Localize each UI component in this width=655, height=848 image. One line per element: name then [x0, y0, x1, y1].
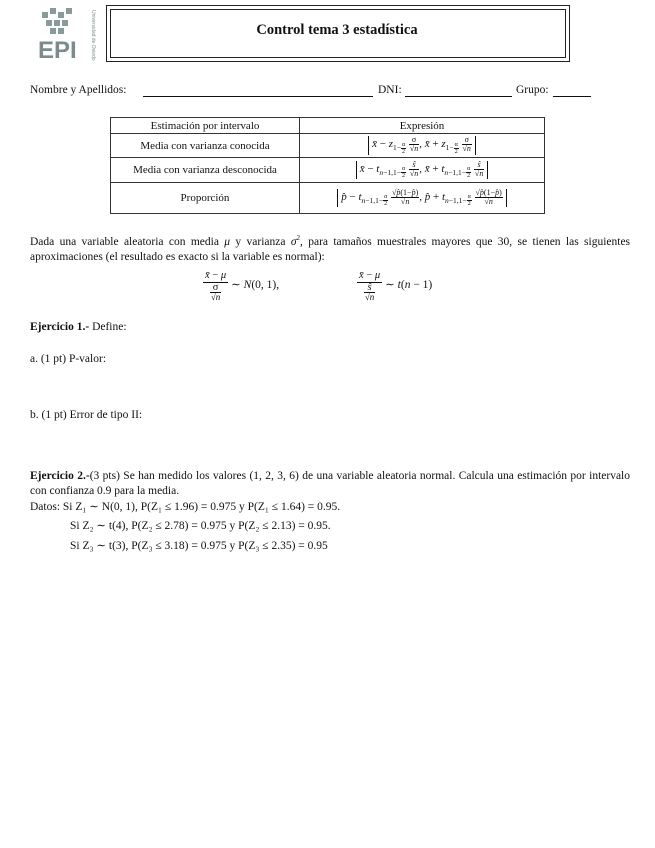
formula-unknown-variance: x̄ − $t_{n-1,1- \frac{\alpha}{2}}$ $\frac{ŝ}{√n}$ , x̄ + $t_{n-1,1- \frac{\alpha}{2}}$ $\frac{ŝ}{√n}$ — [300, 158, 545, 183]
interval-formula-table — [110, 117, 545, 214]
table-row — [111, 158, 545, 183]
group-label: Grupo: — [516, 84, 549, 96]
exercise-2-data-1: Datos: Si Z₁ ∼ N(0, 1), P(Z₁ ≤ 1.96) = 0.975 y P(Z₁ ≤ 1.64) = 0.95. — [30, 501, 341, 513]
formula-known-variance: x̄ − $z_{1- \frac{\alpha}{2}}$ $\frac{\sigma}{√n}$ , x̄ + $z_{1- \frac{\alpha}{2}}$ $\frac{\sigma}{√n}$ — [300, 134, 545, 158]
exercise-1-heading: Ejercicio 1.- Define: — [30, 321, 127, 333]
logo-text: EPI — [38, 37, 77, 64]
row-label-proportion: Proporción — [111, 183, 300, 214]
normal-approximation-formula: $\frac{x̄ - \mu}{\frac{\sigma}{√n}}$ ∼ N(0, 1), — [205, 270, 280, 302]
exercise-1-item-a: a. (1 pt) P-valor: — [30, 353, 107, 365]
table-row — [111, 134, 545, 158]
student-fields — [30, 84, 630, 100]
page-title: Control tema 3 estadística — [256, 22, 418, 38]
exercise-1-item-b: b. (1 pt) Error de tipo II: — [30, 409, 143, 421]
group-field[interactable] — [553, 96, 591, 97]
exercise-2-data-2: Si Z₂ ∼ t(4), P(Z₂ ≤ 2.78) = 0.975 y P(Z₂ ≤ 2.13) = 0.95. — [70, 520, 331, 532]
table-header-expression: Expresión — [300, 118, 545, 134]
t-approximation-formula: $\frac{x̄ - \mu}{\frac{ŝ}{√n}}$ ∼ t(n − 1) — [359, 270, 433, 302]
name-label: Nombre y Apellidos: — [30, 84, 127, 96]
dni-label: DNI: — [378, 84, 402, 96]
university-logo — [36, 6, 98, 72]
table-header-row — [111, 118, 545, 134]
table-header-estimation: Estimación por intervalo — [111, 118, 300, 134]
exercise-2-statement: Ejercicio 2.-(3 pts) Se han medido los valores (1, 2, 3, 6) de una variable aleatoria normal. Calcula una estimación por intervalo con confianza 0.9 para la media. — [30, 470, 630, 497]
exercise-2-data-3: Si Z₃ ∼ t(3), P(Z₃ ≤ 3.18) = 0.975 y P(Z₃ ≤ 2.35) = 0.95 — [70, 540, 328, 552]
intro-paragraph: Dada una variable aleatoria con media μ y varianza $\sigma^2$, para tamaños muestrales mayores que 30, se tienen las siguientes aproximaciones (el resultado es exacto si la variable es normal): — [30, 234, 631, 263]
dni-field[interactable] — [405, 96, 512, 97]
name-field[interactable] — [143, 96, 373, 97]
svg-text:Universidad de Oviedo: Universidad de Oviedo — [90, 10, 96, 61]
row-label-known-variance: Media con varianza conocida — [111, 134, 300, 158]
formula-proportion: p̂ − $t_{n-1,1- \frac{\alpha}{2}}$ $\frac{√p̂(1-p̂)}{√n}$ , p̂ + $t_{n-1,1- \frac{\alpha}{2}}$ $\frac{√p̂(1-p̂)}{√n}$ — [300, 183, 545, 214]
table-row — [111, 183, 545, 214]
row-label-unknown-variance: Media con varianza desconocida — [111, 158, 300, 183]
